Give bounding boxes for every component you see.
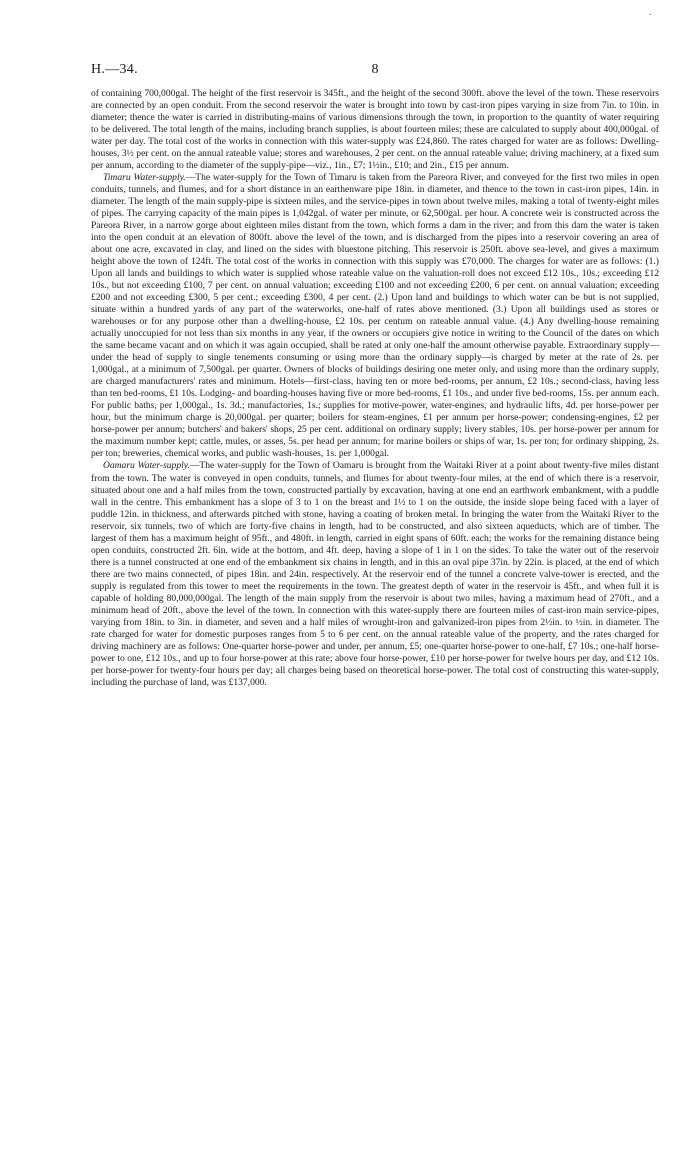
paragraph-text: —The water-supply for the Town of Timaru is taken from the Pareora River, and conveyed for the first two miles in open conduits, tunnels, and flumes, and for a short distance in an earthenware pipe 18in. in diameter, and thence to the town in cast-iron pipes, 14in. in diameter. The length of the main supply-pipe is sixteen miles, and the service-pipes in town about twelve miles, making a total of twenty-eight miles of pipes. The carrying capacity of the main pipes is 1,042gal. of water per minute, or 62,500gal. per hour. A concrete weir is constructed across the Pareora River, in a narrow gorge about eighteen miles distant from the town, which forms a dam in the river; and from this dam the water is taken into the open conduit at an elevation of 800ft. above the level of the town, and is discharged from the pipes into a reservoir covering an area of about one acre, excavated in clay, and lined on the sides with bluestone pitching. This reservoir is 250ft. above sea-level, and gives a maximum height above the town of 124ft. The total cost of the works in connection with this supply was £70,000. The charges for water are as follows: (1.) Upon all lands and buildings to which water is supplied whose rateable value on the valuation-roll does not exceed £12 10s., 10s.; exceeding £12 10s., but not exceeding £100, 7 per cent. on annual valuation; exceeding £100 and not exceeding £200, 6 per cent. on annual valuation; exceeding £200 and not exceeding £300, 5 per cent.; exceeding £300, 4 per cent. (2.) Upon land and buildings to which water can be but is not supplied, situate within a hundred yards of any part of the waterworks, one-half of rates above mentioned. (3.) Upon all buildings used as stores or warehouses or for any purpose other than a dwelling-house, £2 10s. per centum on rateable annual value. (4.) Any dwelling-house remaining actually unoccupied for not less than six months in any year, if the owners or occupiers give notice in writing to the Council of the dates on which the same became vacant and on which it was again occupied, shall be rated at only one-half the amount otherwise payable. Extraordinary supply—under the head of supply to single tenements consuming or using more than the ordinary supply—is charged by meter at the rate of 2s. per 1,000gal., at a minimum of 7,500gal. per quarter. Owners of blocks of buildings desiring one meter only, and using more than the ordinary supply, are charged manufacturers' rates and minimum. Hotels—first-class, having ten or more bed-rooms, per annum, £2 10s.; second-class, having less than ten bed-rooms, £1 10s. Lodging- and boarding-houses having five or more bed-rooms, £1 10s., and under five bed-rooms, 15s. per annum each. For public baths, per 1,000gal., 1s. 3d.; manufactories, 1s.; supplies for motive-power, water-engines, and hydraulic lifts, 4d. per horse-power per hour, but the minimum charge is 20,000gal. per quarter; boilers for steam-engines, £1 per annum per horse-power; condensing-engines, £2 per horse-power per annum; butchers' and bakers' shops, 25 per cent. additional on ordinary supply; livery stables, 10s. per horse-power per annum for the maximum number kept; cattle, mules, or asses, 5s. per head per annum; for marine boilers or ships of war, 1s. per ton; for ordinary shipping, 2s. per ton; breweries, chemical works, and public wash-houses, 1s. per 1,000gal. (91, 172, 659, 460)
document-reference: H.—34. (91, 62, 138, 77)
section-heading-oamaru: Oamaru Water-supply. (103, 460, 190, 472)
paragraph-text: of containing 700,000gal. The height of the first reservoir is 345ft., and the height of the second 300ft. above the level of the town. These reservoirs are connected by an open conduit. From the second reservoir the water is brought into town by cast-iron pipes varying in size from 7in. to 10in. in diameter; thence the water is carried in distributing-mains of various dimensions through the town, in proportion to the quantity of water requiring to be delivered. The total length of the mains, including branch supplies, is about fourteen miles; these are calculated to supply about 400,000gal. of water per day. The total cost of the works in connection with this water-supply was £24,860. The rates charged for water are as follows: Dwelling-houses, 3½ per cent. on the annual rateable value; stores and warehouses, 2 per cent. on the annual rateable value; driving machinery, at a fixed sum per annum, according to the diameter of the supply-pipe—viz., 1in., £7; 1½in., £10; and 2in., £15 per annum. (91, 88, 659, 172)
paragraph-text: —The water-supply for the Town of Oamaru is brought from the Waitaki River at a point about twenty-five miles distant from the town. The water is conveyed in open conduits, tunnels, and flumes for about twenty-four miles, at the end of which there is a reservoir, situated about one and a half miles from the town, constructed partially by excavation, having at one end an earthwork embankment, with a puddle wall in the centre. This embankment has a slope of 3 to 1 on the breast and 1½ to 1 on the outside, the inside slope being faced with a layer of puddle 12in. in thickness, and afterwards pitched with stone, having a coating of broken metal. In bringing the water from the Waitaki River to the reservoir, six tunnels, two of which are forty-five chains in length, had to be constructed, and also sixteen aqueducts, which are of timber. The largest of them has a maximum height of 95ft., and 480ft. in length, carried in eight spans of 60ft. each; the works for the remaining distance being open conduits, constructed 2ft. 6in. wide at the bottom, and 4ft. deep, having a slope of 1 in 1 on the sides. To take the water out of the reservoir there is a tunnel constructed at one end of the embankment six chains in length, and in this an oval pipe 37in. by 22in. is placed, at the end of which there are two mains connected, of pipes 18in. and 24in. respectively. At the reservoir end of the tunnel a concrete valve-tower is erected, and the supply is regulated from this tower to meet the requirements in the town. The greatest depth of water in the reservoir is 45ft., and when full it is capable of holding 80,000,000gal. The length of the main supply from the reservoir is about two miles, having a maximum head of 270ft., and a minimum head of 20ft., above the level of the town. In connection with this water-supply there are fourteen miles of cast-iron main service-pipes, varying from 18in. to 3in. in diameter, and seven and a half miles of wrought-iron and galvanized-iron pipes from 2½in. to ½in. in diameter. The rate charged for water for domestic purposes ranges from 5 to 6 per cent. on the annual rateable value of the property, and the rates charged for driving machinery are as follows: One-quarter horse-power and under, per annum, £5; one-quarter horse-power to one-half, £7 10s.; one-half horse-power to one, £12 10s., and up to four horse-power at this rate; above four horse-power, £10 per horse-power for twelve hours per day, and £12 10s. per horse-power for twenty-four hours per day; all charges being based on theoretical horse-power. The total cost of constructing this water-supply, including the purchase of land, was £137,000. (91, 460, 659, 688)
paragraph-continuation (91, 88, 659, 172)
paragraph-timaru-water-supply (91, 172, 659, 460)
page-header (91, 62, 659, 88)
body-text (91, 88, 659, 689)
paragraph-oamaru-water-supply (91, 460, 659, 688)
corner-mark: · (648, 10, 652, 21)
section-heading-timaru: Timaru Water-supply. (103, 172, 186, 184)
document-page (91, 62, 659, 689)
page-number: 8 (371, 62, 379, 77)
